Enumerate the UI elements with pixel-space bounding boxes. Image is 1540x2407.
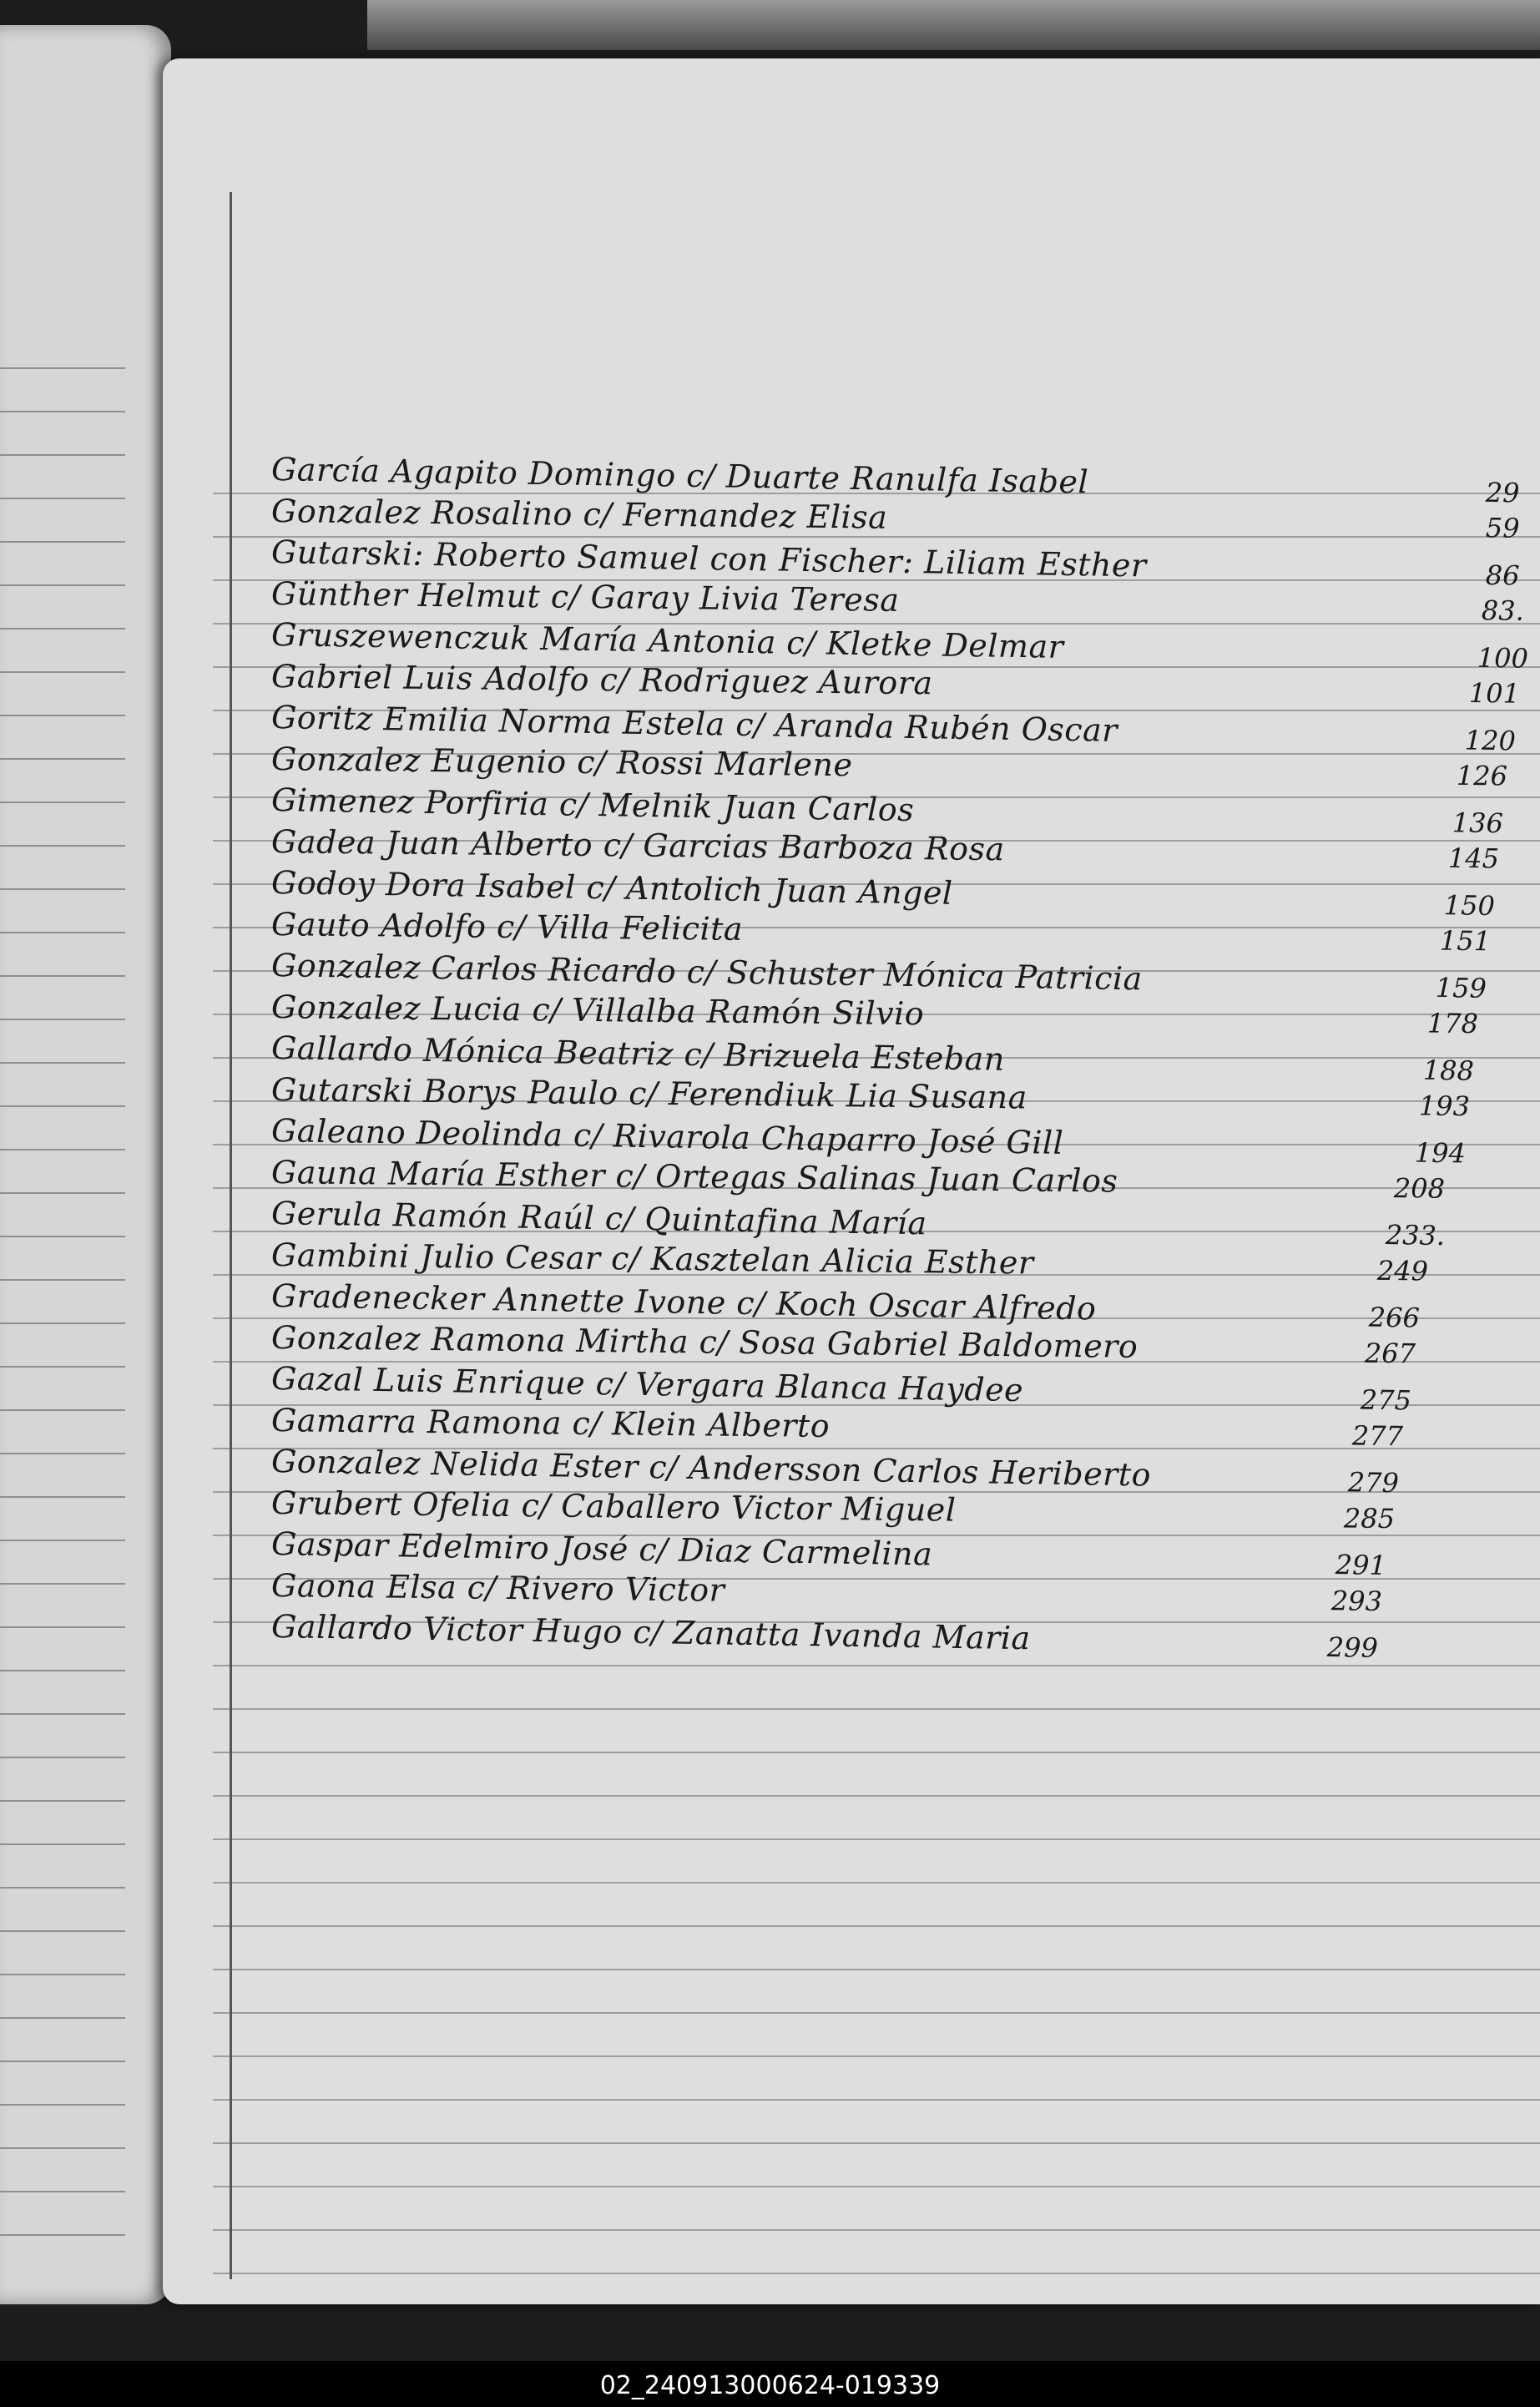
entry-number: 208 — [1393, 1171, 1446, 1205]
left-ruled-line — [0, 1670, 125, 1671]
entry-name: Gutarski: Roberto Samuel con Fischer: Liliam Esther — [270, 533, 1147, 584]
entry-list — [163, 58, 1540, 2304]
left-ruled-line — [0, 671, 125, 673]
left-ruled-line — [0, 1062, 125, 1064]
left-ruled-line — [0, 1713, 125, 1715]
entry-number: 100 — [1477, 641, 1529, 675]
left-ruled-line — [0, 2147, 125, 2149]
entry-name: Gutarski Borys Paulo c/ Ferendiuk Lia Susana — [270, 1070, 1028, 1115]
entry-number: 178 — [1426, 1007, 1479, 1039]
entry-name: Gaspar Edelmiro José c/ Diaz Carmelina — [270, 1525, 933, 1573]
entry-number: 150 — [1443, 889, 1496, 923]
entry-number: 291 — [1335, 1549, 1387, 1581]
entry-name: Gonzalez Nelida Ester c/ Andersson Carlos Heriberto — [270, 1443, 1152, 1494]
entry-number: 266 — [1368, 1301, 1421, 1334]
entry-name: Gallardo Mónica Beatriz c/ Brizuela Esteban — [270, 1029, 1006, 1078]
entry-number: 249 — [1376, 1254, 1429, 1287]
left-ruled-line — [0, 888, 125, 890]
left-ruled-line — [0, 628, 125, 630]
entry-name: Galeano Deolinda c/ Rivarola Chaparro José Gill — [270, 1112, 1064, 1161]
entry-number: 293 — [1330, 1584, 1383, 1617]
left-ruled-line — [0, 1843, 125, 1845]
entry-number: 59 — [1485, 511, 1520, 544]
entry-number: 279 — [1347, 1466, 1400, 1499]
left-ruled-line — [0, 1409, 125, 1411]
entry-name: Gonzalez Lucia c/ Villalba Ramón Silvio — [270, 988, 925, 1032]
entry-number: 159 — [1435, 971, 1487, 1004]
left-ruled-line — [0, 2104, 125, 2106]
entry-number: 83. — [1481, 594, 1524, 627]
entry-name: Gamarra Ramona c/ Klein Alberto — [270, 1401, 831, 1444]
left-ruled-line — [0, 584, 125, 586]
left-page — [0, 25, 171, 2304]
entry-name: Gruszewenczuk María Antonia c/ Kletke Delmar — [270, 616, 1064, 665]
left-ruled-line — [0, 932, 125, 933]
left-ruled-line — [0, 498, 125, 499]
entry-name: Gonzalez Ramona Mirtha c/ Sosa Gabriel Baldomero — [270, 1318, 1139, 1365]
entry-name: Godoy Dora Isabel c/ Antolich Juan Angel — [270, 864, 953, 912]
left-ruled-line — [0, 845, 125, 847]
left-ruled-line — [0, 2017, 125, 2019]
left-ruled-line — [0, 1757, 125, 1758]
left-ruled-line — [0, 1540, 125, 1541]
left-ruled-line — [0, 1930, 125, 1932]
left-ruled-line — [0, 801, 125, 803]
entry-number: 193 — [1418, 1089, 1471, 1122]
entry-number: 299 — [1326, 1631, 1379, 1664]
entry-name: Gauto Adolfo c/ Villa Felicita — [270, 905, 744, 948]
entry-name: Gimenez Porfiria c/ Melnik Juan Carlos — [270, 781, 915, 829]
left-ruled-line — [0, 1366, 125, 1368]
entry-name: Gaona Elsa c/ Rivero Victor — [270, 1566, 725, 1609]
entry-number: 120 — [1464, 724, 1517, 757]
left-ruled-line — [0, 715, 125, 716]
left-ruled-line — [0, 975, 125, 977]
book-top-edge — [367, 0, 1540, 50]
entry-number: 136 — [1452, 807, 1504, 840]
entry-name: Gabriel Luis Adolfo c/ Rodriguez Aurora — [270, 657, 933, 701]
entry-name: Gauna María Esther c/ Ortegas Salinas Juan Carlos — [270, 1153, 1118, 1200]
left-ruled-line — [0, 758, 125, 760]
left-ruled-line — [0, 1192, 125, 1194]
entry-name: Goritz Emilia Norma Estela c/ Aranda Rubén Oscar — [270, 699, 1118, 749]
left-ruled-line — [0, 1496, 125, 1498]
entry-number: 86 — [1485, 559, 1520, 592]
left-ruled-line — [0, 1800, 125, 1802]
entry-number: 233. — [1385, 1218, 1446, 1252]
ledger-page — [163, 58, 1540, 2304]
left-ruled-line — [0, 1453, 125, 1454]
entry-name: Gonzalez Rosalino c/ Fernandez Elisa — [270, 492, 888, 536]
entry-number: 194 — [1414, 1136, 1467, 1170]
left-ruled-line — [0, 2061, 125, 2062]
left-ruled-line — [0, 1887, 125, 1889]
entry-name: Gazal Luis Enrique c/ Vergara Blanca Haydee — [270, 1360, 1024, 1409]
entry-name: Gonzalez Eugenio c/ Rossi Marlene — [270, 740, 853, 783]
entry-name: Gonzalez Carlos Ricardo c/ Schuster Mónica Patricia — [270, 947, 1144, 998]
entry-number: 277 — [1351, 1419, 1404, 1452]
entry-number: 126 — [1456, 759, 1508, 792]
entry-name: Gadea Juan Alberto c/ Garcias Barboza Rosa — [270, 822, 1005, 867]
entry-number: 188 — [1422, 1054, 1475, 1087]
left-ruled-line — [0, 367, 125, 369]
left-ruled-line — [0, 1279, 125, 1281]
entry-name: Grubert Ofelia c/ Caballero Victor Miguel — [270, 1484, 957, 1529]
entry-name: Gambini Julio Cesar c/ Kasztelan Alicia Esther — [270, 1236, 1034, 1282]
footer-bar — [0, 2361, 1540, 2407]
entry-number: 275 — [1360, 1383, 1412, 1417]
left-ruled-line — [0, 1019, 125, 1020]
left-ruled-line — [0, 1322, 125, 1324]
left-ruled-line — [0, 2191, 125, 2192]
left-ruled-line — [0, 1583, 125, 1585]
entry-name: Gerula Ramón Raúl c/ Quintafina María — [270, 1195, 927, 1242]
left-ruled-line — [0, 541, 125, 543]
entry-number: 29 — [1485, 476, 1520, 509]
left-ruled-line — [0, 2234, 125, 2236]
left-ruled-line — [0, 1626, 125, 1628]
entry-number: 145 — [1447, 842, 1500, 874]
left-ruled-line — [0, 1105, 125, 1107]
entry-number: 151 — [1439, 924, 1492, 957]
left-ruled-line — [0, 454, 125, 456]
left-ruled-line — [0, 1236, 125, 1237]
image-id-caption: 02_240913000624-019339 — [599, 2371, 941, 2400]
entry-name: Gradenecker Annette Ivone c/ Koch Oscar Alfredo — [270, 1277, 1097, 1327]
entry-number: 267 — [1364, 1337, 1416, 1369]
entry-name: García Agapito Domingo c/ Duarte Ranulfa Isabel — [270, 451, 1089, 501]
entry-number: 101 — [1468, 676, 1521, 710]
entry-name: Günther Helmut c/ Garay Livia Teresa — [270, 574, 900, 619]
entry-number: 285 — [1343, 1501, 1396, 1535]
left-ruled-line — [0, 1974, 125, 1975]
left-ruled-line — [0, 411, 125, 412]
left-ruled-line — [0, 1149, 125, 1150]
entry-name: Gallardo Victor Hugo c/ Zanatta Ivanda Maria — [270, 1608, 1032, 1657]
